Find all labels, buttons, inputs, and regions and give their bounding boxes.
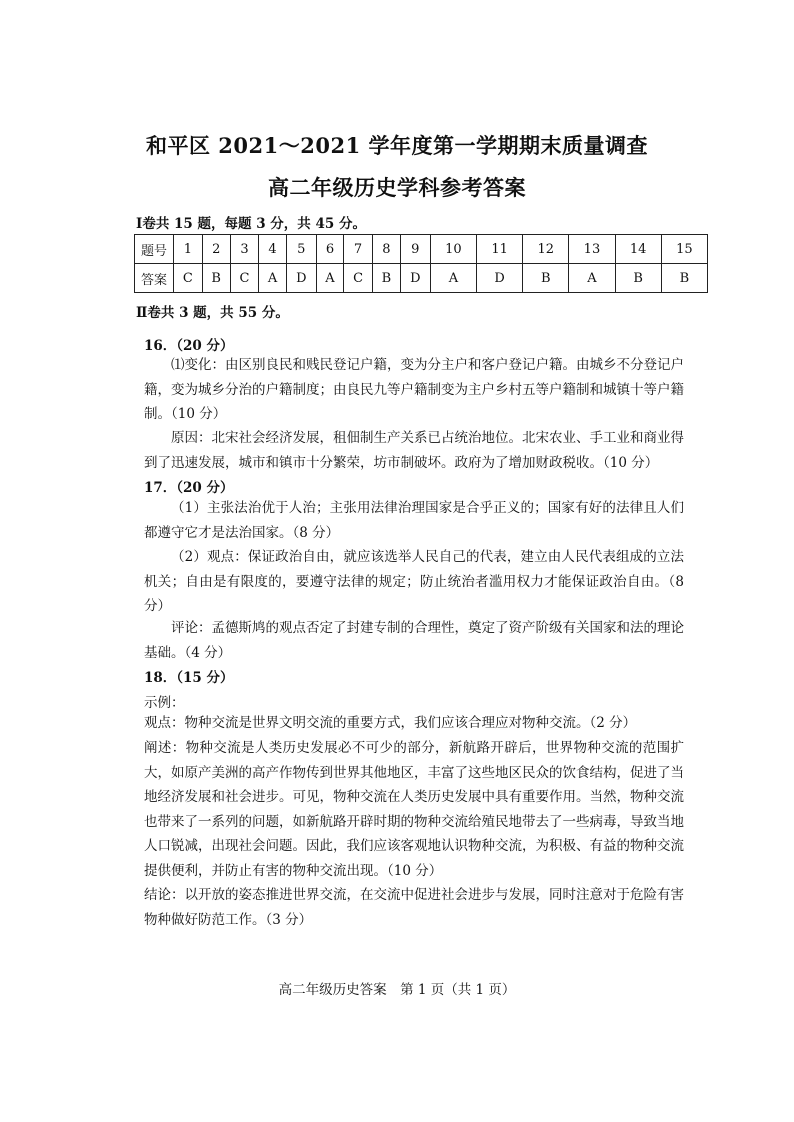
- answer-cell: C: [174, 264, 203, 293]
- question-number: 11: [477, 235, 523, 264]
- answer-cell: A: [430, 264, 476, 293]
- table-row-numbers: [135, 235, 708, 264]
- question-number: 10: [430, 235, 476, 264]
- question-number: 6: [316, 235, 343, 264]
- q17-paragraph-1: （1）主张法治优于人治；主张用法律治理国家是合乎正义的；国家有好的法律且人们都遵守它才是法治国家。（8 分）: [144, 500, 684, 541]
- answer-cell: A: [316, 264, 343, 293]
- question-number: 1: [174, 235, 203, 264]
- answer-cell: B: [661, 264, 707, 293]
- question-number: 2: [202, 235, 230, 264]
- question-number: 9: [400, 235, 430, 264]
- document-subtitle: 高二年级历史学科参考答案: [268, 175, 526, 200]
- answer-cell: A: [569, 264, 615, 293]
- answer-cell: B: [615, 264, 661, 293]
- answer-cell: B: [372, 264, 400, 293]
- question-number: 15: [661, 235, 707, 264]
- answer-cell: D: [477, 264, 523, 293]
- part2-heading: Ⅱ卷共 3 题，共 55 分。: [136, 305, 289, 321]
- answer-cell: B: [523, 264, 569, 293]
- question-number: 12: [523, 235, 569, 264]
- question-number: 13: [569, 235, 615, 264]
- q18-conclusion: 结论：以开放的姿态推进世界交流，在交流中促进社会进步与发展，同时注意对于危险有害物种做好防范工作。（3 分）: [144, 887, 684, 928]
- q18-heading: 18．（15 分）: [144, 670, 234, 686]
- table-row-answers: [135, 264, 708, 293]
- question-number: 14: [615, 235, 661, 264]
- row-label-number: 题号: [135, 235, 174, 264]
- q17-paragraph-comment: 评论：孟德斯鸠的观点否定了封建专制的合理性，奠定了资产阶级有关国家和法的理论基础。（4 分）: [144, 620, 684, 661]
- question-number: 5: [286, 235, 316, 264]
- answer-cell: D: [400, 264, 430, 293]
- answer-cell: C: [230, 264, 259, 293]
- answer-table: [134, 234, 708, 293]
- page-footer: 高二年级历史答案 第 1 页（共 1 页）: [278, 982, 516, 998]
- q16-paragraph-change: ⑴变化：由区别良民和贱民登记户籍，变为分主户和客户登记户籍。由城乡不分登记户籍，变为城乡分治的户籍制度；由良民九等户籍制变为主户乡村五等户籍制和城镇十等户籍制。（10 分）: [144, 357, 684, 422]
- document-title: 和平区 2021～2021 学年度第一学期期末质量调查: [145, 133, 648, 158]
- q17-paragraph-2: （2）观点：保证政治自由，就应该选举人民自己的代表，建立由人民代表组成的立法机关；自由是有限度的，要遵守法律的规定；防止统治者滥用权力才能保证政治自由。（8 分）: [144, 549, 684, 614]
- question-number: 4: [259, 235, 286, 264]
- q18-elaboration: 阐述：物种交流是人类历史发展必不可少的部分，新航路开辟后，世界物种交流的范围扩大，如原产美洲的高产作物传到世界其他地区，丰富了这些地区民众的饮食结构，促进了当地经济发展和社会进步。可见，物种交流在人类历史发展中具有重要作用。当然，物种交流也带来了一系列的问题，如新航路开辟时期的物种交流给殖民地带去了一些病毒，导致当地人口锐减，出现社会问题。因此，我们应该客观地认识物种交流，为积极、有益的物种交流提供便利，并防止有害的物种交流出现。（10 分）: [144, 740, 684, 879]
- q18-viewpoint: 观点：物种交流是世界文明交流的重要方式，我们应该合理应对物种交流。（2 分）: [144, 715, 637, 731]
- question-number: 3: [230, 235, 259, 264]
- q17-heading: 17．（20 分）: [144, 480, 234, 496]
- answer-cell: D: [286, 264, 316, 293]
- answer-cell: A: [259, 264, 286, 293]
- part1-heading: Ⅰ卷共 15 题，每题 3 分，共 45 分。: [136, 216, 366, 232]
- q18-example-label: 示例：: [144, 695, 185, 711]
- row-label-answer: 答案: [135, 264, 174, 293]
- answer-cell: C: [344, 264, 373, 293]
- q16-paragraph-reason: 原因：北宋社会经济发展，租佃制生产关系已占统治地位。北宋农业、手工业和商业得到了迅速发展，城市和镇市十分繁荣，坊市制破坏。政府为了增加财政税收。（10 分）: [144, 430, 684, 471]
- answer-cell: B: [202, 264, 230, 293]
- q16-heading: 16．（20 分）: [144, 338, 234, 354]
- question-number: 8: [372, 235, 400, 264]
- question-number: 7: [344, 235, 373, 264]
